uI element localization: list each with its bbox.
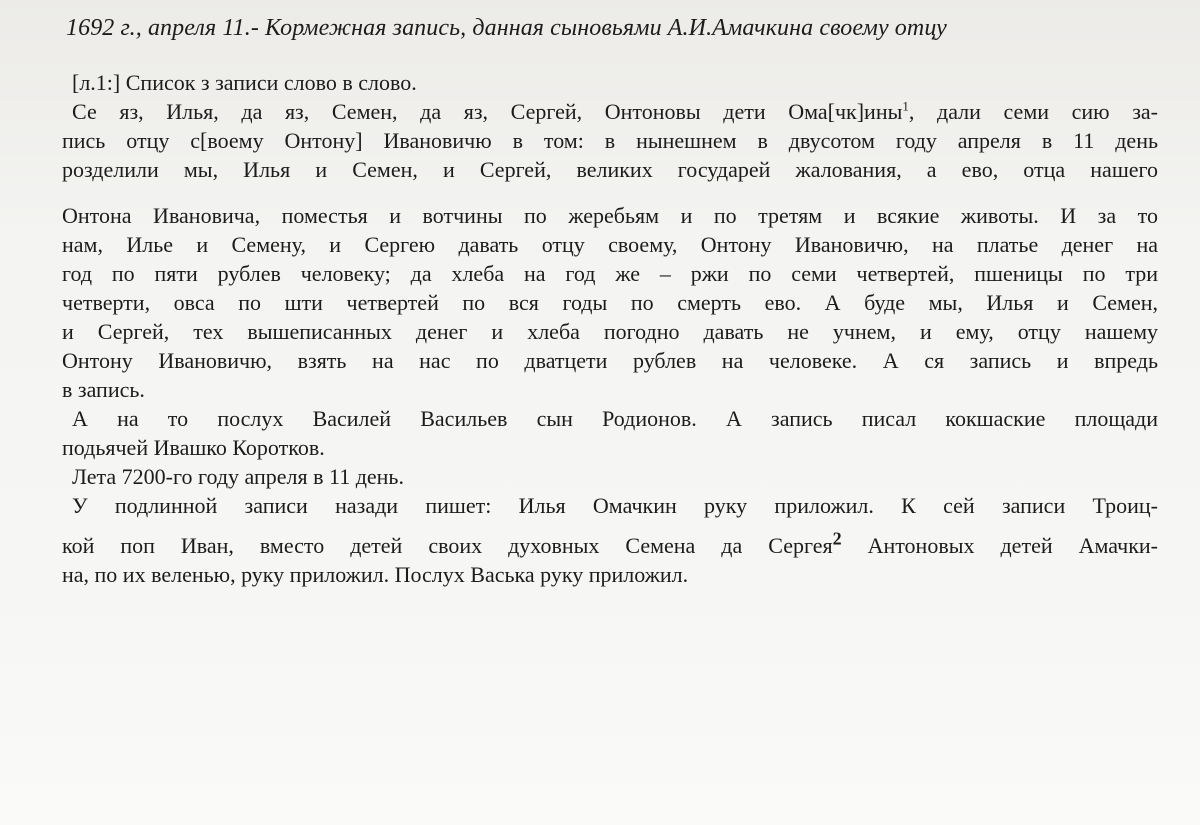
text-line: [л.1:] Список з записи слово в слово. [72, 70, 417, 95]
text-line: розделили мы, Илья и Семен, и Сергей, великих государей жалования, а ево, отца нашего [62, 157, 1158, 182]
text-line: нам, Илье и Семену, и Сергею давать отцу своему, Онтону Ивановичю, на платье денег на [62, 232, 1158, 257]
text-line: год по пяти рублев человеку; да хлеба на год же – ржи по семи четвертей, пшеницы по три [62, 261, 1158, 286]
footnote-marker: 2 [832, 528, 842, 549]
text-line: Онтону Ивановичю, взять на нас по дватцети рублев на человеке. А ся запись и впредь [62, 348, 1158, 373]
text-line [62, 528, 1158, 560]
text-line [62, 97, 1158, 126]
text-segment: кой поп Иван, вместо детей своих духовных Семена да Сергея [62, 533, 833, 558]
text-line: пись отцу с[воему Онтону] Ивановичю в том: в нынешнем в двусотом году апреля в 11 день [62, 128, 1158, 153]
document-body [62, 68, 1158, 589]
text-line: А на то послух Василей Васильев сын Родионов. А запись писал кокшаские площади [72, 406, 1158, 431]
text-segment: Антоновых детей Амачки- [841, 533, 1158, 558]
text-line: У подлинной записи назади пишет: Илья Омачкин руку приложил. К сей записи Троиц- [72, 493, 1158, 518]
text-segment: , дали семи сию за- [908, 99, 1158, 124]
text-segment: Се яз, Илья, да яз, Семен, да яз, Сергей, Онтоновы дети Ома[чк]ины [72, 99, 903, 124]
text-line: подьячей Ивашко Коротков. [62, 435, 325, 460]
text-line: и Сергей, тех вышеписанных денег и хлеба погодно давать не учнем, и ему, отцу нашему [62, 319, 1158, 344]
document-title: 1692 г., апреля 11.- Кормежная запись, данная сыновьями А.И.Амачкина своему отцу [66, 15, 947, 41]
text-line: Лета 7200-го году апреля в 11 день. [72, 464, 404, 489]
text-line: на, по их веленью, руку приложил. Послух Васька руку приложил. [62, 562, 689, 587]
text-line: в запись. [62, 377, 145, 402]
footnote-marker: 1 [902, 98, 909, 114]
text-line: Онтона Ивановича, поместья и вотчины по жеребьям и по третям и всякие животы. И за то [62, 203, 1158, 228]
text-line: четверти, овса по шти четвертей по вся годы по смерть ево. А буде мы, Илья и Семен, [62, 290, 1158, 315]
